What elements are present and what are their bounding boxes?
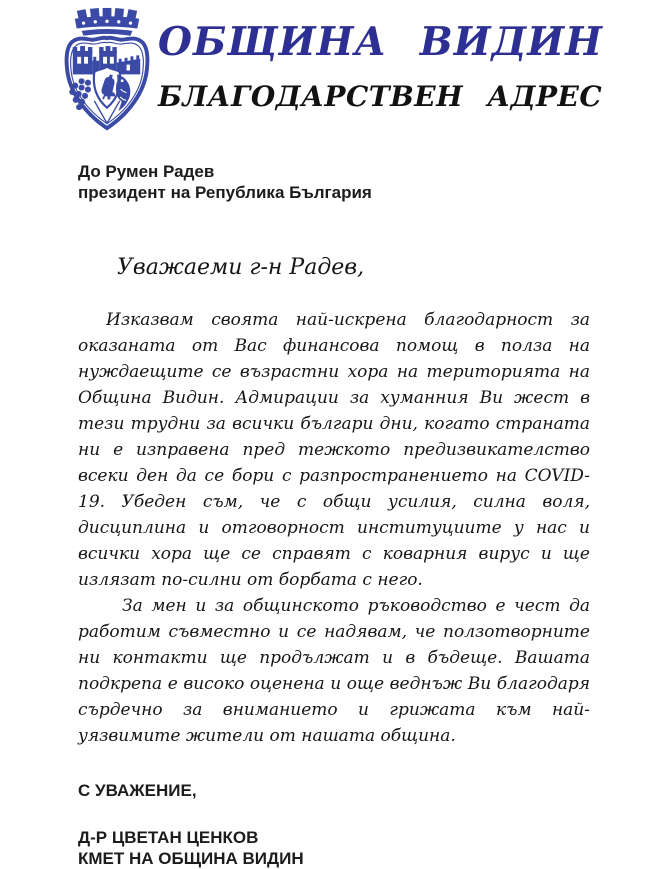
salutation: Уважаеми г-н Радев, xyxy=(117,255,365,280)
letterhead xyxy=(58,6,664,135)
signer-name: Д-Р ЦВЕТАН ЦЕНКОВ xyxy=(78,828,259,847)
municipality-title: ОБЩИНА ВИДИН xyxy=(158,19,603,65)
signer-title: КМЕТ НА ОБЩИНА ВИДИН xyxy=(78,849,304,868)
letterhead-titles xyxy=(158,6,603,113)
letter-type-title: БЛАГОДАРСТВЕН АДРЕС xyxy=(158,80,603,113)
signer-block xyxy=(78,827,590,869)
recipient-name: До Румен Радев xyxy=(78,162,215,181)
vidin-coat-of-arms-icon xyxy=(58,6,156,135)
mural-crown xyxy=(75,8,140,36)
body-paragraph-1: Изказвам своята най-искрена благодарност за оказаната от Вас финансова помощ в полза на нуждаещите се възрастни хора на територията на Община Видин. Адмирации за хуманния Ви жест в тези трудни за всички българи дни, когато страната ни е изправена пред тежкото предизвикателство всеки ден да се бори с разпространението на COVID-19. Убеден съм, че с общи усилия, силна воля, дисциплина и отговорност институциите у нас и всички хора ще се справят с коварния вирус и ще излязат по-силни от борбата с него. xyxy=(78,310,590,590)
body-paragraph-2: За мен и за общинското ръководство е чест да работим съвместно и се надявам, че ползотворните ни контакти ще продължат и в бъдеще. Вашата подкрепа е високо оценена и още веднъж Ви благодаря сърдечно за вниманието и грижата към най-уязвимите жители от нашата община. xyxy=(78,596,590,746)
closing-line: С УВАЖЕНИЕ, xyxy=(78,781,197,800)
recipient-block xyxy=(78,161,590,203)
letter-page xyxy=(0,6,664,868)
letter-content xyxy=(78,161,590,869)
recipient-title: президент на Република България xyxy=(78,183,372,202)
